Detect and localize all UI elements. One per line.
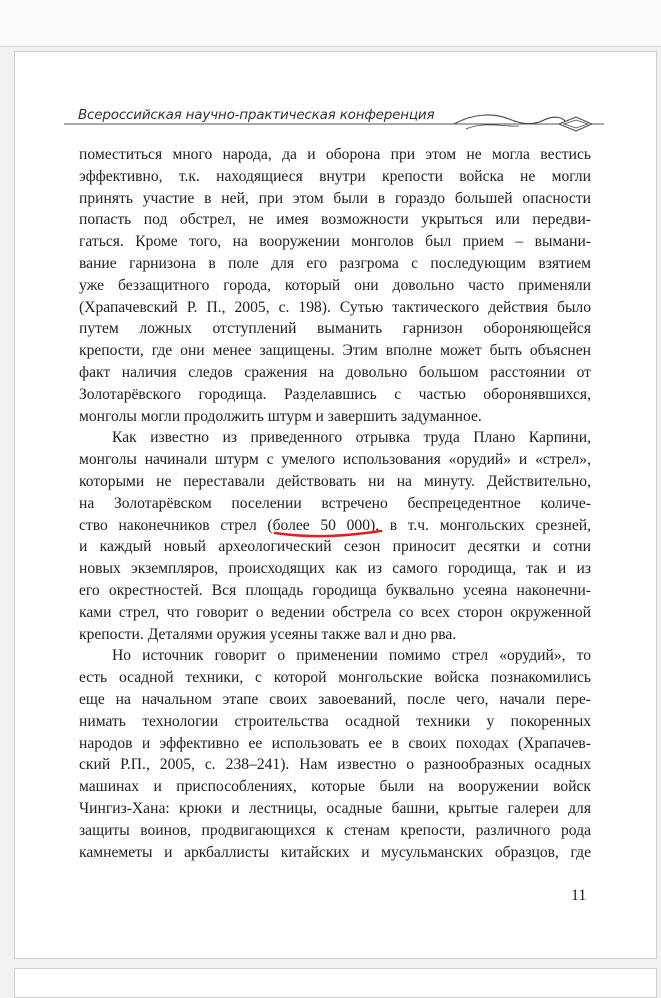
- text-line: попасть под обстрел, не имея возможности укрыться или передви-: [79, 211, 591, 229]
- text-line: поместиться много народа, да и оборона при этом не могла вестись: [79, 146, 591, 163]
- text-line: уже беззащитного города, который они довольно часто применяли: [79, 276, 591, 294]
- running-header: Всероссийская научно-практическая конференция: [78, 107, 435, 123]
- text-line: машинах и приспособлениях, которые были на вооружении войск: [79, 778, 591, 796]
- next-document-page: [14, 968, 657, 998]
- body-text: [79, 144, 591, 863]
- text-line: Золотарёвского городища. Разделавшись с частью оборонявшихся,: [79, 385, 591, 403]
- text-line: на Золотарёвском поселении встречено беспрецедентное количе-: [79, 494, 591, 512]
- text-line: Как известно из приведенного отрывка труда Плано Карпини,: [112, 429, 591, 447]
- text-line: нимать технологии строительства осадной техники у покоренных: [79, 712, 591, 730]
- text-line: которыми не переставали действовать ни на минуту. Действительно,: [79, 472, 591, 490]
- text-line: гаться. Кроме того, на вооружении монголов был прием – вымани-: [79, 233, 591, 251]
- red-underline-annotation: [273, 527, 383, 541]
- text-line: вание гарнизона в поле для его разгрома с последующим взятием: [79, 254, 591, 272]
- text-line: и каждый новый археологический сезон приносит десятки и сотни: [79, 538, 591, 556]
- text-line: новых экземпляров, происходящих как из самого городища, так и из: [79, 560, 591, 578]
- text-line: эффективно, т.к. находящиеся внутри крепости войска не могли: [79, 167, 591, 185]
- text-line-highlighted: ство наконечников стрел (более 50 000), в т.ч. монгольских срезней,: [79, 516, 591, 534]
- text-line: народов и эффективно ее использовать ее в своих походах (Храпачев-: [79, 734, 591, 752]
- paragraph-1: [79, 144, 591, 427]
- text-line: крепости, где они менее защищены. Этим вполне может быть объяснен: [79, 342, 591, 360]
- text-line: есть осадной техники, с которой монгольские войска познакомились: [79, 669, 591, 687]
- paragraph-3: [79, 645, 591, 863]
- text-line: факт наличия следов сражения на довольно большом расстоянии от: [79, 363, 591, 381]
- text-line: ский Р.П., 2005, с. 238–241). Нам известно о разнообразных осадных: [79, 756, 591, 774]
- text-line: Но источник говорит о применении помимо стрел «орудий», то: [112, 647, 591, 665]
- text-line: защиты воинов, продвигающихся к стенам крепости, различного рода: [79, 821, 591, 839]
- viewer-toolbar: [0, 0, 661, 47]
- text-line: Чингиз-Хана: крюки и лестницы, осадные башни, крытые галереи для: [79, 799, 591, 817]
- text-line: еще на начальном этапе своих завоеваний, после чего, начали пере-: [79, 690, 591, 708]
- text-line: камнеметы и аркбаллисты китайских и мусульманских образцов, где: [79, 843, 591, 861]
- text-line: ками стрел, что говорит о ведении обстрела со всех сторон окруженной: [79, 603, 591, 621]
- text-line: принять участие в ней, при этом были в гораздо большей опасности: [79, 189, 591, 207]
- page-number: 11: [571, 887, 587, 904]
- text-line: его окрестностей. Вся площадь городища буквально усеяна наконечни-: [79, 581, 591, 599]
- text-line: путем ложных отступлений выманить гарнизон обороняющейся: [79, 320, 591, 338]
- text-line: монголы начинали штурм с умелого использования «орудий» и «стрел»,: [79, 451, 591, 469]
- text-line: крепости. Деталями оружия усеяны также вал и дно рва.: [79, 625, 457, 643]
- text-line: (Храпачевский Р. П., 2005, с. 198). Сутью тактического действия было: [79, 298, 591, 316]
- text-line: монголы могли продолжить штурм и завершить задуманное.: [79, 407, 482, 425]
